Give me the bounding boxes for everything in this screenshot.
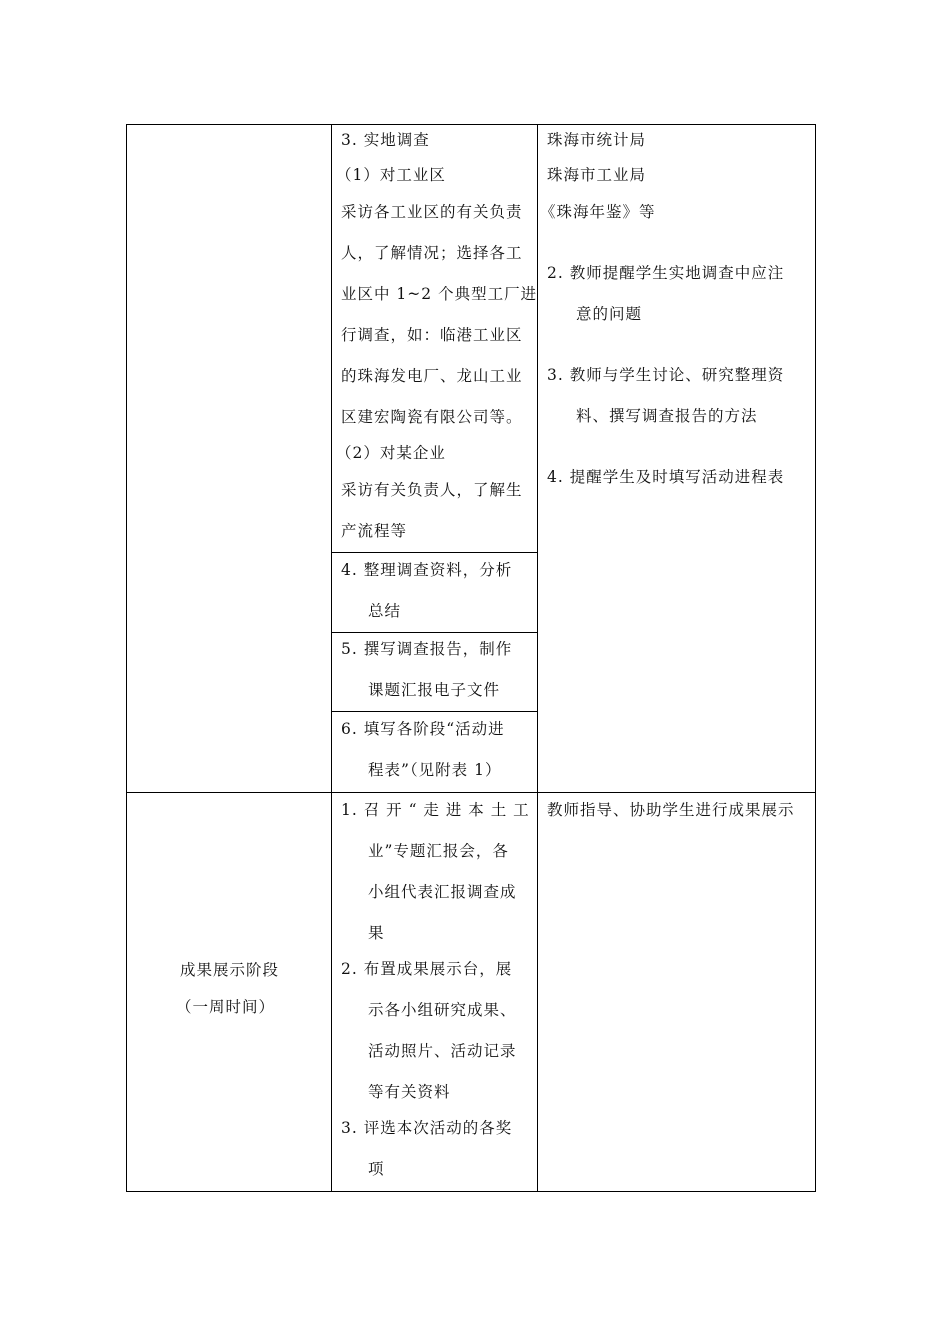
present-2-line-4: 等有关资料 <box>368 1083 451 1101</box>
stage-name: 成果展示阶段 <box>180 961 280 979</box>
present-2-line-1: 2. 布置成果展示台，展 <box>341 960 513 978</box>
row-divider-col2-5 <box>331 632 537 633</box>
present-1-line-1: 1. 召 开 “ 走 进 本 土 工 <box>341 801 530 819</box>
sub2-line-2: 产流程等 <box>341 522 408 540</box>
stage-duration: （一周时间） <box>176 998 276 1016</box>
sub1-line-6: 区建宏陶瓷有限公司等。 <box>341 408 523 426</box>
guidance-3-line-2: 料、撰写调查报告的方法 <box>576 407 758 425</box>
sub1-line-2: 人，了解情况；选择各工 <box>341 244 523 262</box>
present-2-line-2: 示各小组研究成果、 <box>368 1001 517 1019</box>
sub1-title: （1）对工业区 <box>336 166 446 184</box>
row5-line-2: 课题汇报电子文件 <box>368 681 501 699</box>
row4-line-1: 4. 整理调查资料，分析 <box>341 561 513 579</box>
row-divider-stage <box>126 792 816 793</box>
sub1-line-4: 行调查，如：临港工业区 <box>341 326 523 344</box>
sub2-title: （2）对某企业 <box>336 444 446 462</box>
column-divider-1 <box>331 124 332 1192</box>
guidance-2-line-2: 意的问题 <box>576 305 643 323</box>
sub2-line-1: 采访有关负责人，了解生 <box>341 481 523 499</box>
source-2: 珠海市工业局 <box>547 166 647 184</box>
guidance-4: 4. 提醒学生及时填写活动进程表 <box>547 468 785 486</box>
sub1-line-3: 业区中 1~2 个典型工厂进 <box>341 285 538 303</box>
presentation-guidance: 教师指导、协助学生进行成果展示 <box>547 801 795 819</box>
source-1: 珠海市统计局 <box>547 131 647 149</box>
present-3-line-1: 3. 评选本次活动的各奖 <box>341 1119 513 1137</box>
row5-line-1: 5. 撰写调查报告，制作 <box>341 640 513 658</box>
row-divider-col2-6 <box>331 711 537 712</box>
row6-line-2: 程表”（见附表 1） <box>368 761 502 779</box>
row4-line-2: 总结 <box>368 602 402 620</box>
present-1-line-3: 小组代表汇报调查成 <box>368 883 517 901</box>
sub1-line-5: 的珠海发电厂、龙山工业 <box>341 367 523 385</box>
row6-line-1: 6. 填写各阶段“活动进 <box>341 720 505 738</box>
guidance-2-line-1: 2. 教师提醒学生实地调查中应注 <box>547 264 785 282</box>
item3-title: 3. 实地调查 <box>341 131 430 149</box>
sub1-line-1: 采访各工业区的有关负责 <box>341 203 523 221</box>
present-1-line-2: 业”专题汇报会，各 <box>368 842 509 860</box>
guidance-3-line-1: 3. 教师与学生讨论、研究整理资 <box>547 366 785 384</box>
column-divider-2 <box>537 124 538 1192</box>
present-2-line-3: 活动照片、活动记录 <box>368 1042 517 1060</box>
present-3-line-2: 项 <box>368 1160 385 1178</box>
present-1-line-4: 果 <box>368 924 385 942</box>
source-3: 《珠海年鉴》等 <box>540 203 656 221</box>
row-divider-col2-4 <box>331 552 537 553</box>
